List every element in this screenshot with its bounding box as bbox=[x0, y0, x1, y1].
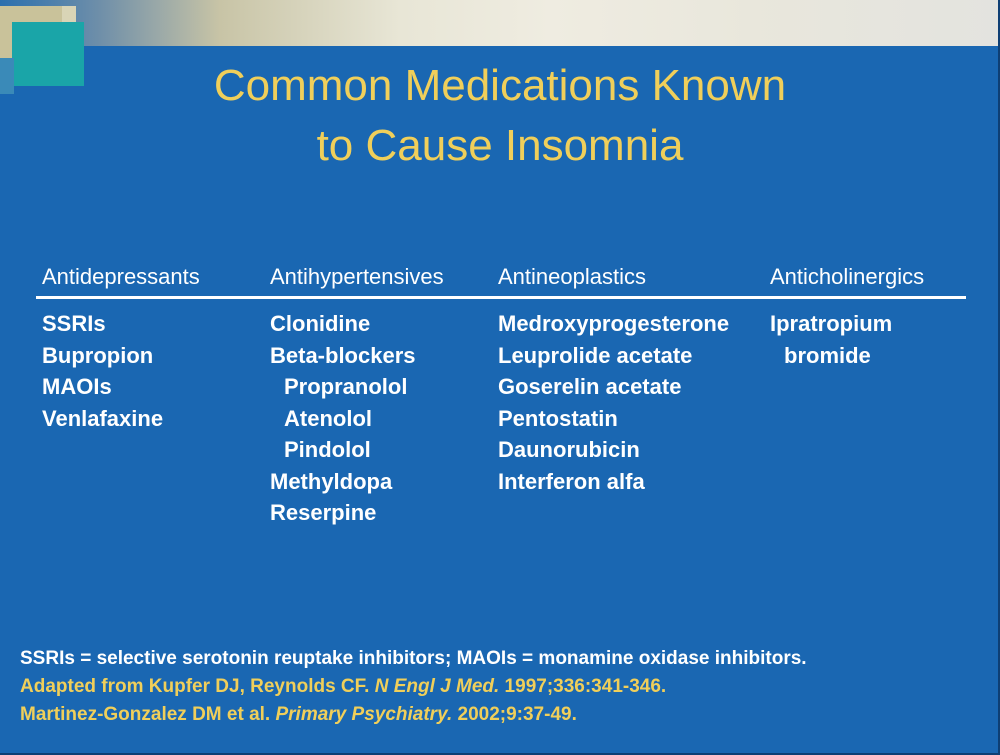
medication-list bbox=[42, 308, 163, 434]
list-subitem: Propranolol bbox=[284, 374, 408, 399]
list-item: SSRIs bbox=[42, 311, 106, 336]
list-item: Pentostatin bbox=[498, 405, 618, 431]
column-antidepressants bbox=[42, 262, 200, 431]
slide-title bbox=[0, 56, 1000, 176]
list-item: Venlafaxine bbox=[42, 405, 164, 431]
column-header: Anticholinergics bbox=[770, 264, 925, 289]
list-item: Reserpine bbox=[270, 500, 377, 525]
list-item: Bupropion bbox=[42, 342, 154, 368]
reference-1 bbox=[20, 673, 990, 701]
medication-list bbox=[770, 308, 892, 371]
title-line-1: Common Medications Known bbox=[213, 61, 787, 110]
abbreviations-note: SSRIs = selective serotonin reuptake inhibitors; MAOIs = monamine oxidase inhibitors. bbox=[20, 648, 807, 669]
reference-1-journal: N Engl J Med. bbox=[374, 676, 500, 697]
list-item-continuation: bromide bbox=[784, 342, 871, 368]
list-subitem: Atenolol bbox=[284, 405, 372, 431]
header-divider bbox=[36, 296, 966, 299]
list-item: Goserelin acetate bbox=[498, 374, 682, 399]
list-item: Interferon alfa bbox=[498, 468, 645, 494]
medication-list bbox=[270, 308, 416, 529]
title-line-2: to Cause Insomnia bbox=[316, 121, 684, 170]
list-item: Clonidine bbox=[270, 311, 371, 336]
list-item: Daunorubicin bbox=[498, 437, 640, 462]
decorative-light-square bbox=[62, 6, 76, 22]
list-item: Leuprolide acetate bbox=[498, 342, 693, 368]
list-item: Medroxyprogesterone bbox=[498, 311, 730, 336]
column-header: Antidepressants bbox=[42, 264, 200, 289]
list-subitem: Pindolol bbox=[284, 437, 371, 462]
reference-2-journal: Primary Psychiatry. bbox=[275, 704, 453, 725]
medication-list bbox=[498, 308, 729, 497]
column-anticholinergics bbox=[770, 262, 925, 368]
column-header: Antineoplastics bbox=[498, 264, 646, 289]
list-item: Methyldopa bbox=[270, 468, 393, 494]
column-antineoplastics bbox=[498, 262, 730, 494]
column-header: Antihypertensives bbox=[270, 264, 444, 289]
reference-1-authors: Adapted from Kupfer DJ, Reynolds CF. bbox=[20, 676, 375, 697]
footnotes bbox=[20, 645, 990, 729]
reference-2-citation: 2002;9:37-49. bbox=[452, 704, 577, 725]
list-item: Ipratropium bbox=[770, 311, 893, 336]
reference-1-citation: 1997;336:341-346. bbox=[499, 676, 667, 697]
reference-2-authors: Martinez-Gonzalez DM et al. bbox=[20, 704, 276, 725]
reference-2 bbox=[20, 701, 990, 729]
column-antihypertensives bbox=[270, 262, 444, 525]
list-item: MAOIs bbox=[42, 374, 112, 399]
decorative-header-band bbox=[0, 0, 1000, 46]
list-item: Beta-blockers bbox=[270, 342, 416, 368]
